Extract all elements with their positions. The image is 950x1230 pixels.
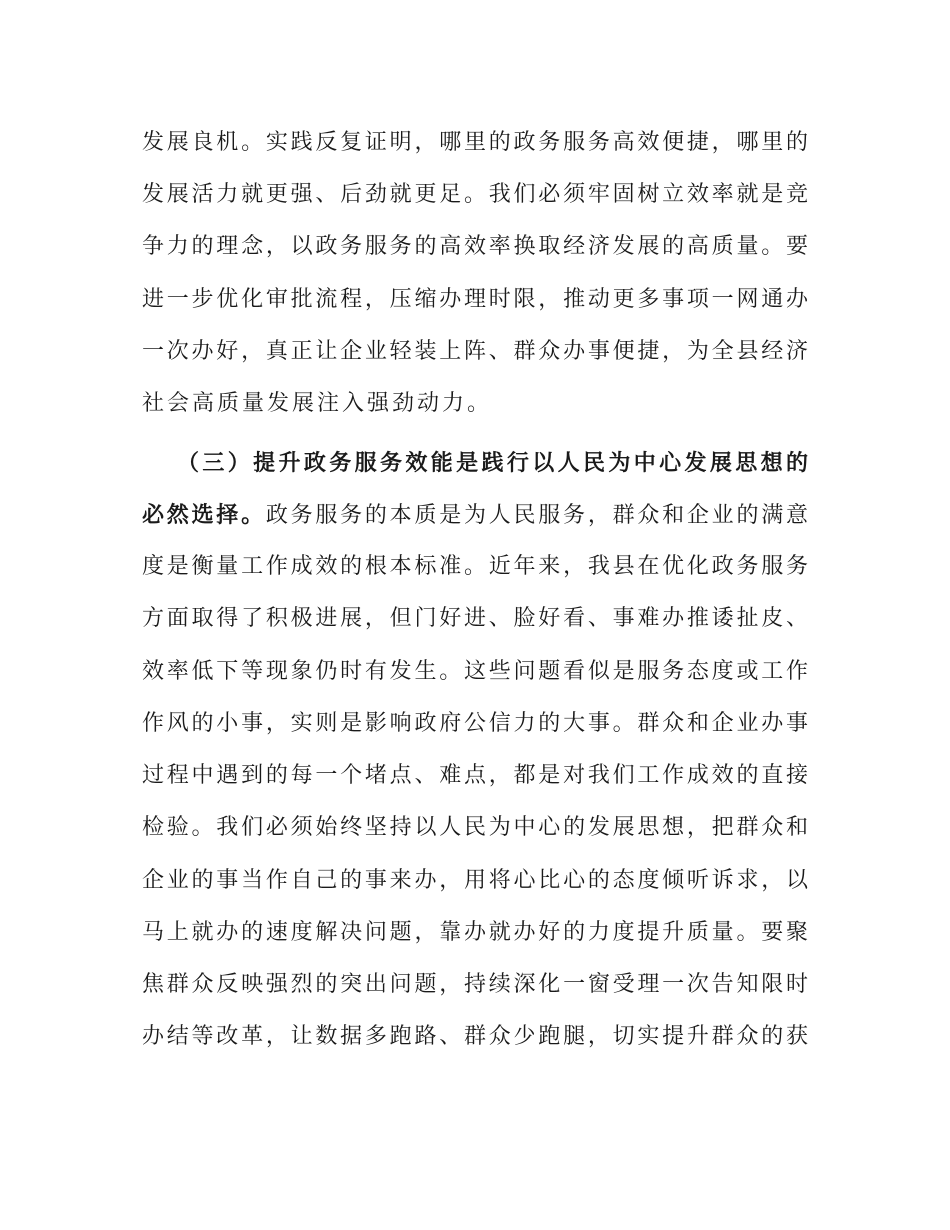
text-line: 一次办好，真正让企业轻装上阵、群众办事便捷，为全县经济	[142, 339, 808, 364]
text-line: 马上就办的速度解决问题，靠办就办好的力度提升质量。要聚	[142, 920, 808, 945]
text-line: 发展活力就更强、后劲就更足。我们必须牢固树立效率就是竞	[142, 182, 808, 207]
text-line: 作风的小事，实则是影响政府公信力的大事。群众和企业办事	[142, 711, 808, 736]
text-line	[142, 500, 808, 530]
text-line: 办结等改革，让数据多跑路、群众少跑腿，切实提升群众的获	[142, 1024, 808, 1049]
text-line: 过程中遇到的每一个堵点、难点，都是对我们工作成效的直接	[142, 763, 808, 788]
text-line: 社会高质量发展注入强劲动力。	[142, 391, 493, 416]
text-line: 检验。我们必须始终坚持以人民为中心的发展思想，把群众和	[142, 815, 808, 840]
text-line: 发展良机。实践反复证明，哪里的政务服务高效便捷，哪里的	[142, 130, 808, 155]
section-heading: （三）提升政务服务效能是践行以人民为中心发展思想的	[177, 450, 808, 476]
text-line: 企业的事当作自己的事来办，用将心比心的态度倾听诉求，以	[142, 868, 808, 893]
text-line: 度是衡量工作成效的根本标准。近年来，我县在优化政务服务	[142, 554, 808, 579]
text-line: 焦群众反映强烈的突出问题，持续深化一窗受理一次告知限时	[142, 972, 808, 997]
text-line: 进一步优化审批流程，压缩办理时限，推动更多事项一网通办	[142, 287, 808, 312]
text-line: 方面取得了积极进展，但门好进、脸好看、事难办推诿扯皮、	[142, 606, 808, 631]
text-line-rest: 政务服务的本质是为人民服务，群众和企业的满意	[265, 503, 808, 528]
text-line: 效率低下等现象仍时有发生。这些问题看似是服务态度或工作	[142, 659, 808, 684]
section-heading-end: 必然选择。	[142, 502, 266, 528]
text-line: 争力的理念，以政务服务的高效率换取经济发展的高质量。要	[142, 234, 808, 259]
